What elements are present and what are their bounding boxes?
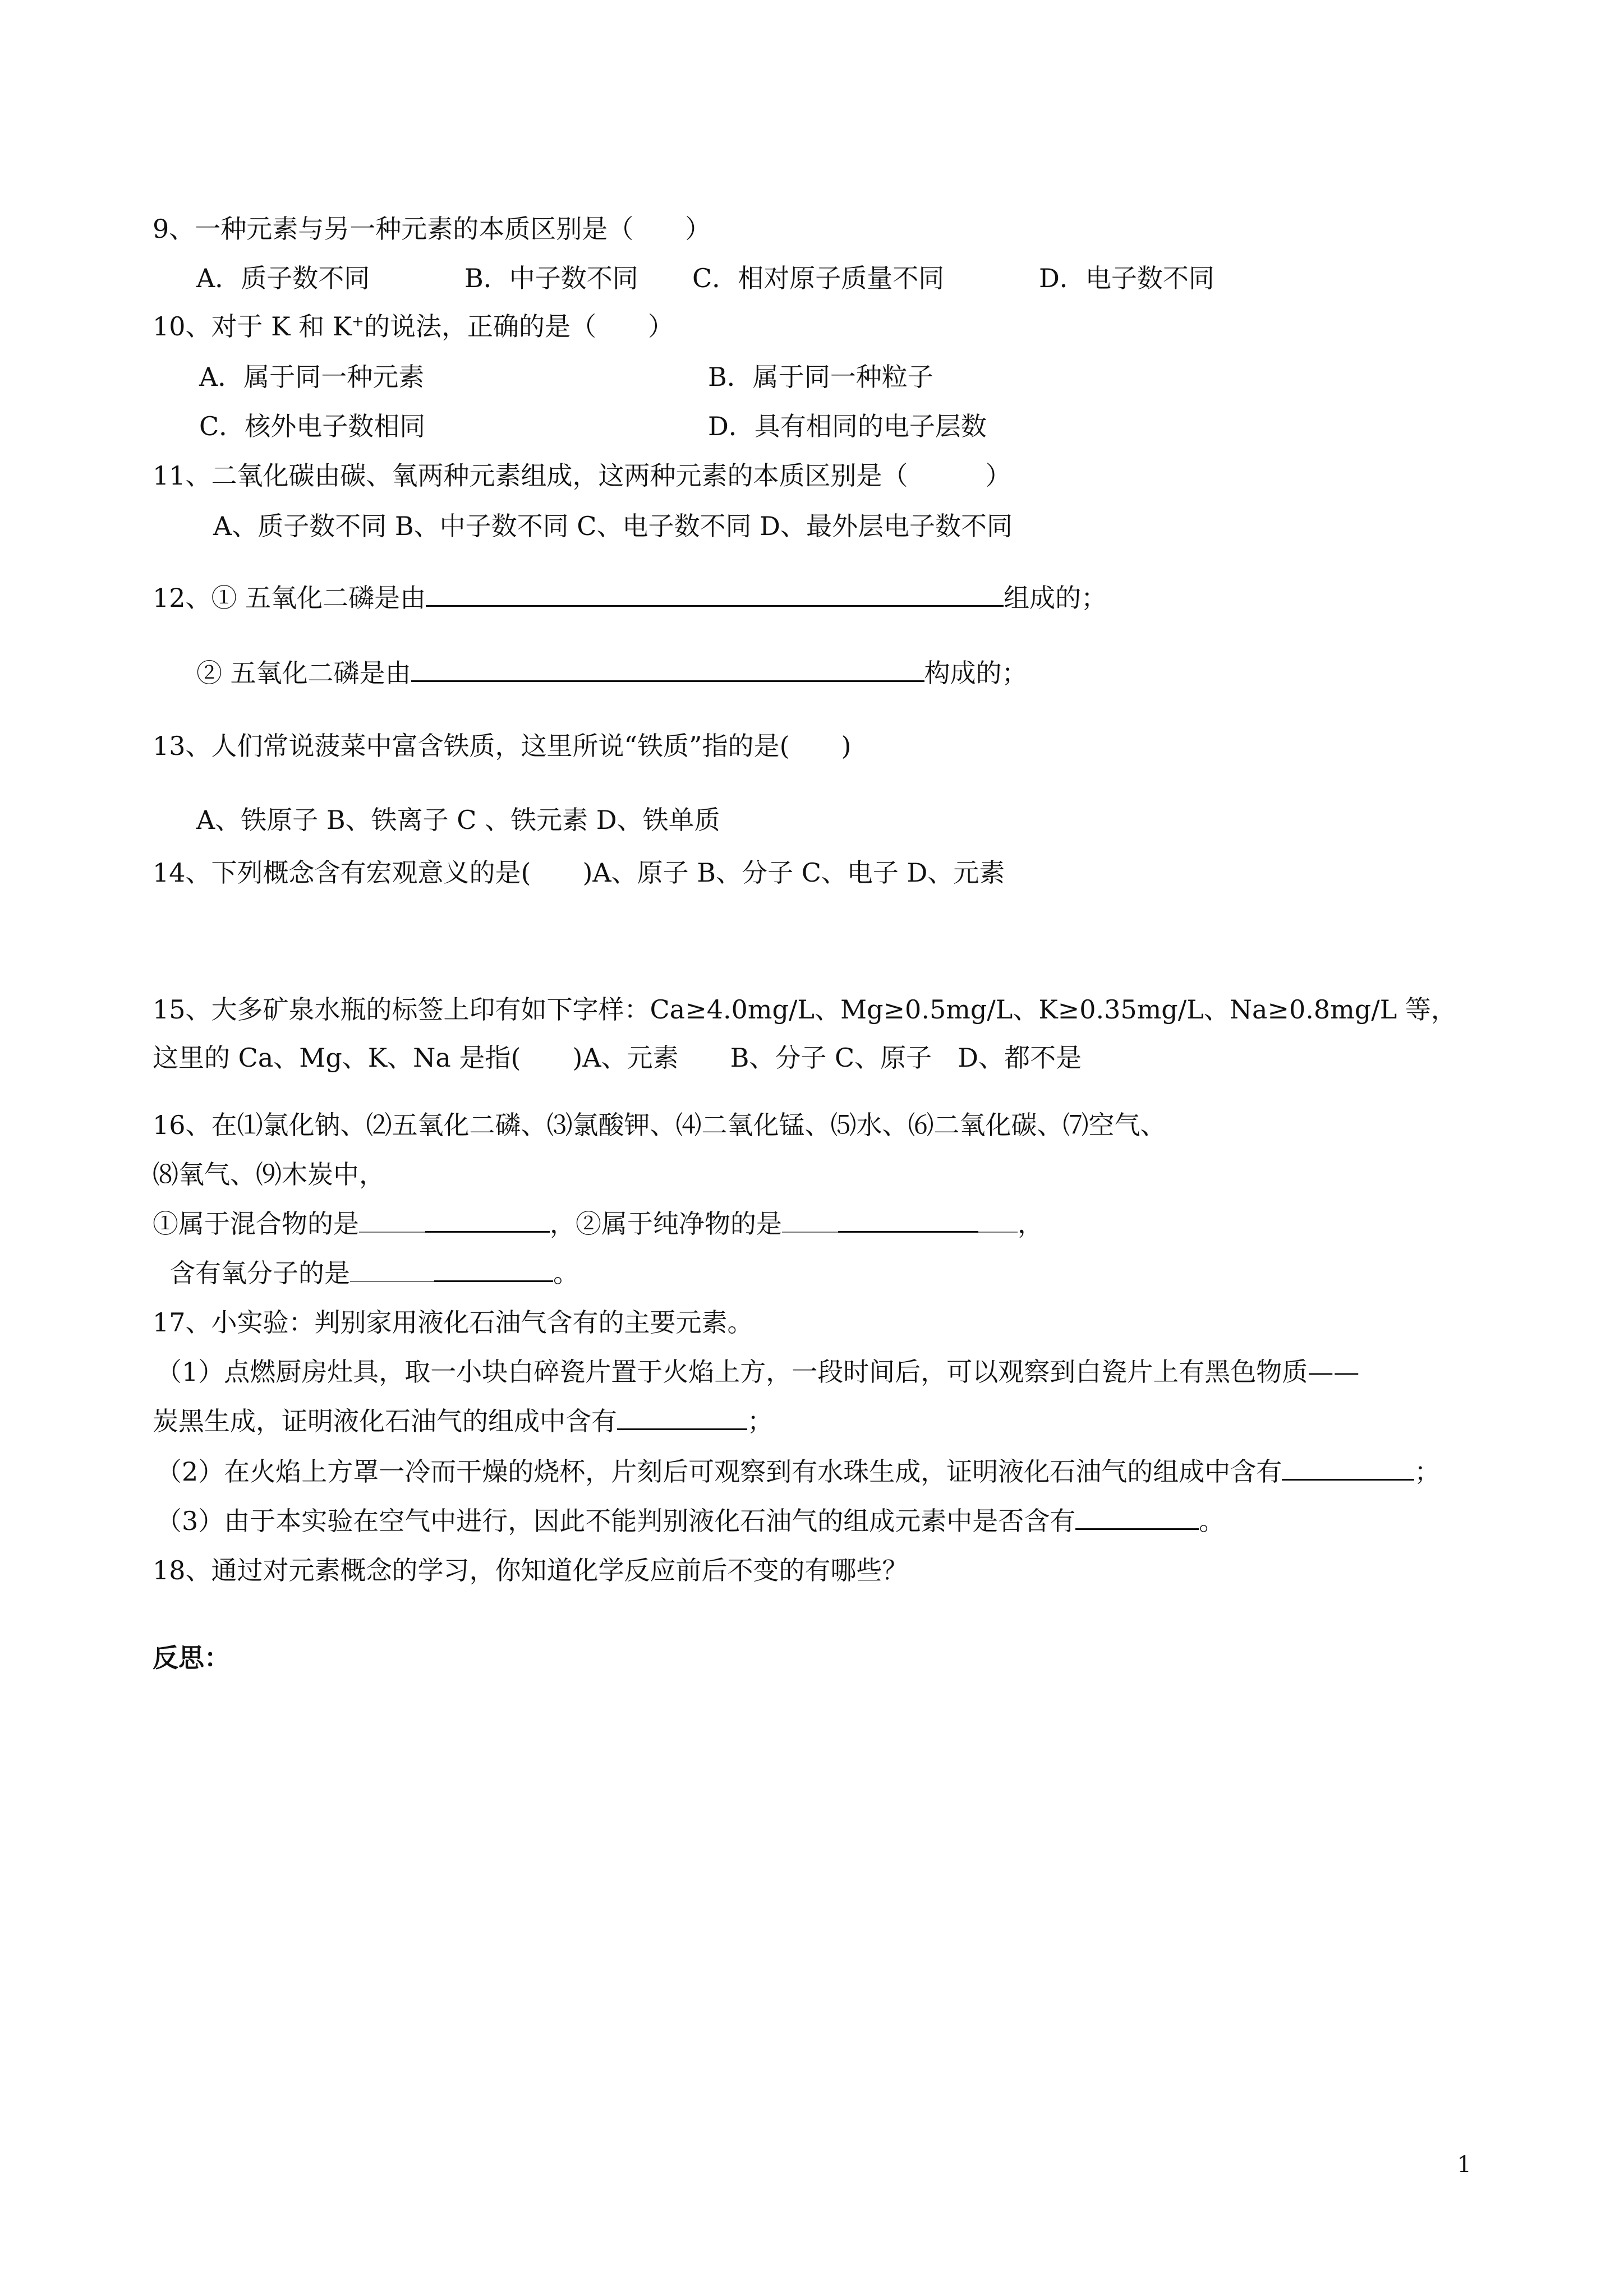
q16-pure-label: ，②属于纯净物的是 — [550, 1209, 782, 1239]
q10-option-b: B．属于同一种粒子 — [708, 362, 933, 392]
q17-p1-line1: （1）点燃厨房灶具，取一小块白碎瓷片置于火焰上方，一段时间后，可以观察到白瓷片上有黑色物质—— — [156, 1357, 1360, 1387]
q10-option-a: A．属于同一种元素 — [199, 362, 425, 392]
q16-mixture-blank-lead — [359, 1209, 425, 1233]
q14-stem: 14、下列概念含有宏观意义的是( )A、原子 B、分子 C、电子 D、元素 — [153, 857, 1005, 888]
q10-stem — [153, 310, 674, 343]
reflection-label: 反思： — [153, 1643, 230, 1673]
q16-oxygen-blank-lead — [350, 1258, 434, 1282]
q12-part2-blank[interactable] — [411, 658, 924, 682]
q13-stem: 13、人们常说菠菜中富含铁质，这里所说“铁质”指的是( ) — [153, 731, 852, 761]
q9-option-b: B．中子数不同 — [464, 263, 638, 293]
q9-option-a: A．质子数不同 — [196, 263, 370, 293]
q17-p2-suffix: ； — [1414, 1456, 1441, 1487]
q15-line1: 15、大多矿泉水瓶的标签上印有如下字样：Ca≥4.0mg/L、Mg≥0.5mg/L、K≥0.35mg/L、Na≥0.8mg/L 等， — [153, 994, 1457, 1025]
q16-pure-blank[interactable] — [838, 1209, 978, 1233]
q18-stem: 18、通过对元素概念的学习，你知道化学反应前后不变的有哪些？ — [153, 1555, 908, 1585]
q17-p2 — [156, 1455, 1440, 1488]
q17-p2-blank[interactable] — [1282, 1456, 1414, 1481]
q10-option-c: C．核外电子数相同 — [199, 411, 426, 441]
q17-p3-suffix: 。 — [1199, 1506, 1225, 1536]
q12-part2-suffix: 构成的； — [924, 658, 1028, 688]
q17-p1-line2 — [153, 1404, 773, 1438]
q16-line2: ⑻氧气、⑼木炭中， — [153, 1159, 385, 1190]
q10-stem-superscript: + — [352, 313, 364, 330]
q10-stem-part-a: 10、对于 K 和 K — [153, 311, 352, 342]
page-number: 1 — [1457, 2152, 1471, 2178]
q17-title: 17、小实验：判别家用液化石油气含有的主要元素。 — [153, 1307, 753, 1338]
q16-mixture-blank[interactable] — [425, 1209, 550, 1233]
q10-stem-part-b: 的说法，正确的是（ ） — [364, 311, 674, 342]
q10-option-d: D．具有相同的电子层数 — [708, 411, 987, 441]
q16-mixture-label: ①属于混合物的是 — [153, 1209, 359, 1239]
q16-oxygen-label: 含有氧分子的是 — [169, 1258, 350, 1288]
q9-stem-text: 9、一种元素与另一种元素的本质区别是（ ） — [153, 214, 711, 244]
q12-part1 — [153, 581, 1107, 615]
q16-oxygen — [169, 1256, 579, 1290]
q12-part1-blank[interactable] — [426, 583, 1004, 607]
q12-part1-suffix: 组成的； — [1004, 583, 1107, 613]
q16-pure-tail: ， — [1018, 1209, 1043, 1239]
q16-classify — [153, 1207, 1043, 1241]
q9-stem — [153, 212, 711, 246]
q17-p1-blank[interactable] — [617, 1406, 747, 1430]
q12-part2-prefix: ② 五氧化二磷是由 — [196, 658, 411, 688]
q16-line1: 16、在⑴氯化钠、⑵五氧化二磷、⑶氯酸钾、⑷二氧化锰、⑸水、⑹二氧化碳、⑺空气、 — [153, 1110, 1166, 1140]
q17-p2-prefix: （2）在火焰上方罩一冷而干燥的烧杯，片刻后可观察到有水珠生成，证明液化石油气的组成中含有 — [156, 1456, 1282, 1487]
q15-line2: 这里的 Ca、Mg、K、Na 是指( )A、元素 B、分子 C、原子 D、都不是 — [153, 1043, 1082, 1073]
q13-options: A、铁原子 B、铁离子 C 、铁元素 D、铁单质 — [196, 805, 720, 835]
q17-p3-prefix: （3）由于本实验在空气中进行，因此不能判别液化石油气的组成元素中是否含有 — [156, 1506, 1076, 1536]
q16-oxygen-blank[interactable] — [434, 1258, 553, 1282]
q17-p1-prefix: 炭黑生成，证明液化石油气的组成中含有 — [153, 1406, 617, 1436]
q12-part1-prefix: 12、① 五氧化二磷是由 — [153, 583, 426, 613]
q12-part2 — [196, 656, 1028, 690]
q17-p3-blank[interactable] — [1075, 1506, 1199, 1530]
q17-p1-suffix: ； — [747, 1406, 773, 1436]
q9-option-d: D．电子数不同 — [1039, 263, 1214, 293]
q16-pure-blank-tail — [978, 1209, 1018, 1233]
q17-p3 — [156, 1504, 1225, 1538]
q11-stem: 11、二氧化碳由碳、氧两种元素组成，这两种元素的本质区别是（ ） — [153, 460, 1011, 491]
q16-pure-blank-lead — [782, 1209, 838, 1233]
q9-option-c: C．相对原子质量不同 — [692, 263, 945, 293]
q11-options: A、质子数不同 B、中子数不同 C、电子数不同 D、最外层电子数不同 — [213, 511, 1013, 541]
q16-oxygen-tail: 。 — [553, 1258, 579, 1288]
